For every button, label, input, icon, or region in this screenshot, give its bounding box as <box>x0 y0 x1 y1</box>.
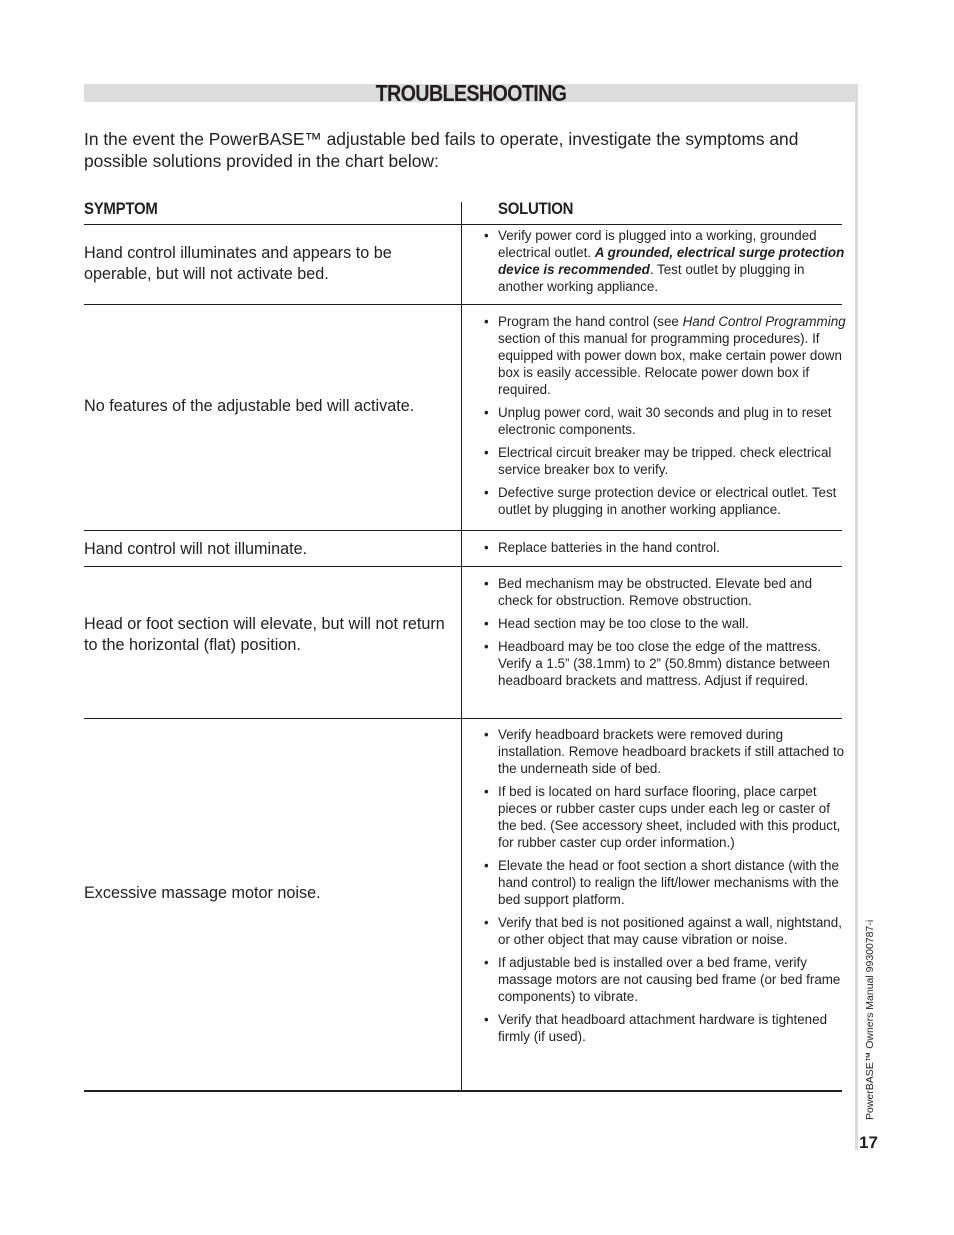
symptom-cell: Hand control will not illuminate. <box>84 540 308 558</box>
symptom-column-header: SYMPTOM <box>84 199 158 218</box>
bullet-icon: • <box>484 445 489 460</box>
row-divider <box>84 530 842 531</box>
solution-text: Head section may be too close to the wall. <box>498 616 749 631</box>
solution-text: Unplug power cord, wait 30 seconds and plug in to reset electronic components. <box>498 405 832 437</box>
bullet-icon: • <box>484 228 489 243</box>
bullet-icon: • <box>484 616 489 631</box>
symptom-cell: Hand control illuminates and appears to be operable, but will not activate bed. <box>84 244 392 283</box>
solution-item <box>484 783 846 851</box>
solution-text: If adjustable bed is installed over a bed frame, verify massage motors are not causing bed frame (or bed frame components) to vibrate. <box>498 955 841 1004</box>
solution-item <box>484 615 846 632</box>
bullet-icon: • <box>484 314 489 329</box>
bullet-icon: • <box>484 540 489 555</box>
solution-text: section of this manual for programming procedures). If equipped with power down box, make certain power down box is easily accessible. Relocate power down box if required. <box>498 331 842 397</box>
solution-list <box>484 539 846 562</box>
footer-vertical-text: PowerBASE™ Owners Manual 99300787-i <box>864 919 876 1120</box>
bullet-icon: • <box>484 858 489 873</box>
solution-text: . Test outlet by plugging in another working appliance. <box>498 262 805 294</box>
solution-column-header: SOLUTION <box>498 199 574 218</box>
solution-text: Program the hand control (see <box>498 314 683 329</box>
solution-item <box>484 227 846 295</box>
page-title: TROUBLESHOOTING <box>375 80 567 106</box>
page-number: 17 <box>859 1133 878 1152</box>
solution-text: Headboard may be too close the edge of the mattress. Verify a 1.5” (38.1mm) to 2” (50.8mm) distance between headboard brackets and mattress. Adjust if required. <box>498 639 830 688</box>
solution-list <box>484 227 846 301</box>
solution-item <box>484 914 846 948</box>
solution-text: Hand Control Programming <box>682 314 846 329</box>
bullet-icon: • <box>484 485 489 500</box>
side-rule <box>855 84 858 1150</box>
solution-item <box>484 726 846 777</box>
solution-text: Electrical circuit breaker may be tripped. check electrical service breaker box to verify. <box>498 445 832 477</box>
solution-text: Elevate the head or foot section a short distance (with the hand control) to realign the lift/lower mechanisms with the bed support platform. <box>498 858 839 907</box>
row-divider <box>84 718 842 719</box>
solution-text: Verify that bed is not positioned against a wall, nightstand, or other object that may cause vibration or noise. <box>498 915 842 947</box>
row-divider <box>84 304 842 305</box>
bullet-icon: • <box>484 955 489 970</box>
symptom-cell: Head or foot section will elevate, but will not return to the horizontal (flat) position. <box>84 615 445 654</box>
solution-text: Defective surge protection device or electrical outlet. Test outlet by plugging in another working appliance. <box>498 485 837 517</box>
bullet-icon: • <box>484 784 489 799</box>
solution-list <box>484 575 846 695</box>
solution-item <box>484 1011 846 1045</box>
bullet-icon: • <box>484 639 489 654</box>
solution-text: Verify headboard brackets were removed during installation. Remove headboard brackets if still attached to the underneath side of bed. <box>498 727 845 776</box>
solution-text: If bed is located on hard surface flooring, place carpet pieces or rubber caster cups under each leg or caster of the bed. (See accessory sheet, included with this product, for rubber caster cup order information.) <box>498 784 841 850</box>
solution-item <box>484 313 846 398</box>
solution-item <box>484 444 846 478</box>
solution-text: Bed mechanism may be obstructed. Elevate bed and check for obstruction. Remove obstruction. <box>498 576 813 608</box>
solution-item <box>484 857 846 908</box>
symptom-cell: No features of the adjustable bed will activate. <box>84 397 415 415</box>
solution-list <box>484 313 846 524</box>
column-divider <box>461 202 462 1091</box>
bullet-icon: • <box>484 727 489 742</box>
table-bottom-rule <box>84 1090 842 1092</box>
bullet-icon: • <box>484 915 489 930</box>
solution-item <box>484 484 846 518</box>
solution-item <box>484 575 846 609</box>
row-divider <box>84 566 842 567</box>
solution-item <box>484 539 846 556</box>
solution-text: Verify that headboard attachment hardware is tightened firmly (if used). <box>498 1012 828 1044</box>
solution-text: Replace batteries in the hand control. <box>498 540 720 555</box>
solution-item <box>484 638 846 689</box>
bullet-icon: • <box>484 405 489 420</box>
solution-text: A grounded, electrical surge protection device is recommended <box>498 245 845 277</box>
solution-item <box>484 954 846 1005</box>
solution-item <box>484 404 846 438</box>
row-divider <box>84 224 842 225</box>
symptom-cell: Excessive massage motor noise. <box>84 884 321 902</box>
bullet-icon: • <box>484 1012 489 1027</box>
solution-text: Verify power cord is plugged into a working, grounded electrical outlet. <box>498 228 817 260</box>
bullet-icon: • <box>484 576 489 591</box>
intro-paragraph: In the event the PowerBASE™ adjustable bed fails to operate, investigate the symptoms and possible solutions provided in the chart below: <box>84 129 799 171</box>
solution-list <box>484 726 846 1051</box>
